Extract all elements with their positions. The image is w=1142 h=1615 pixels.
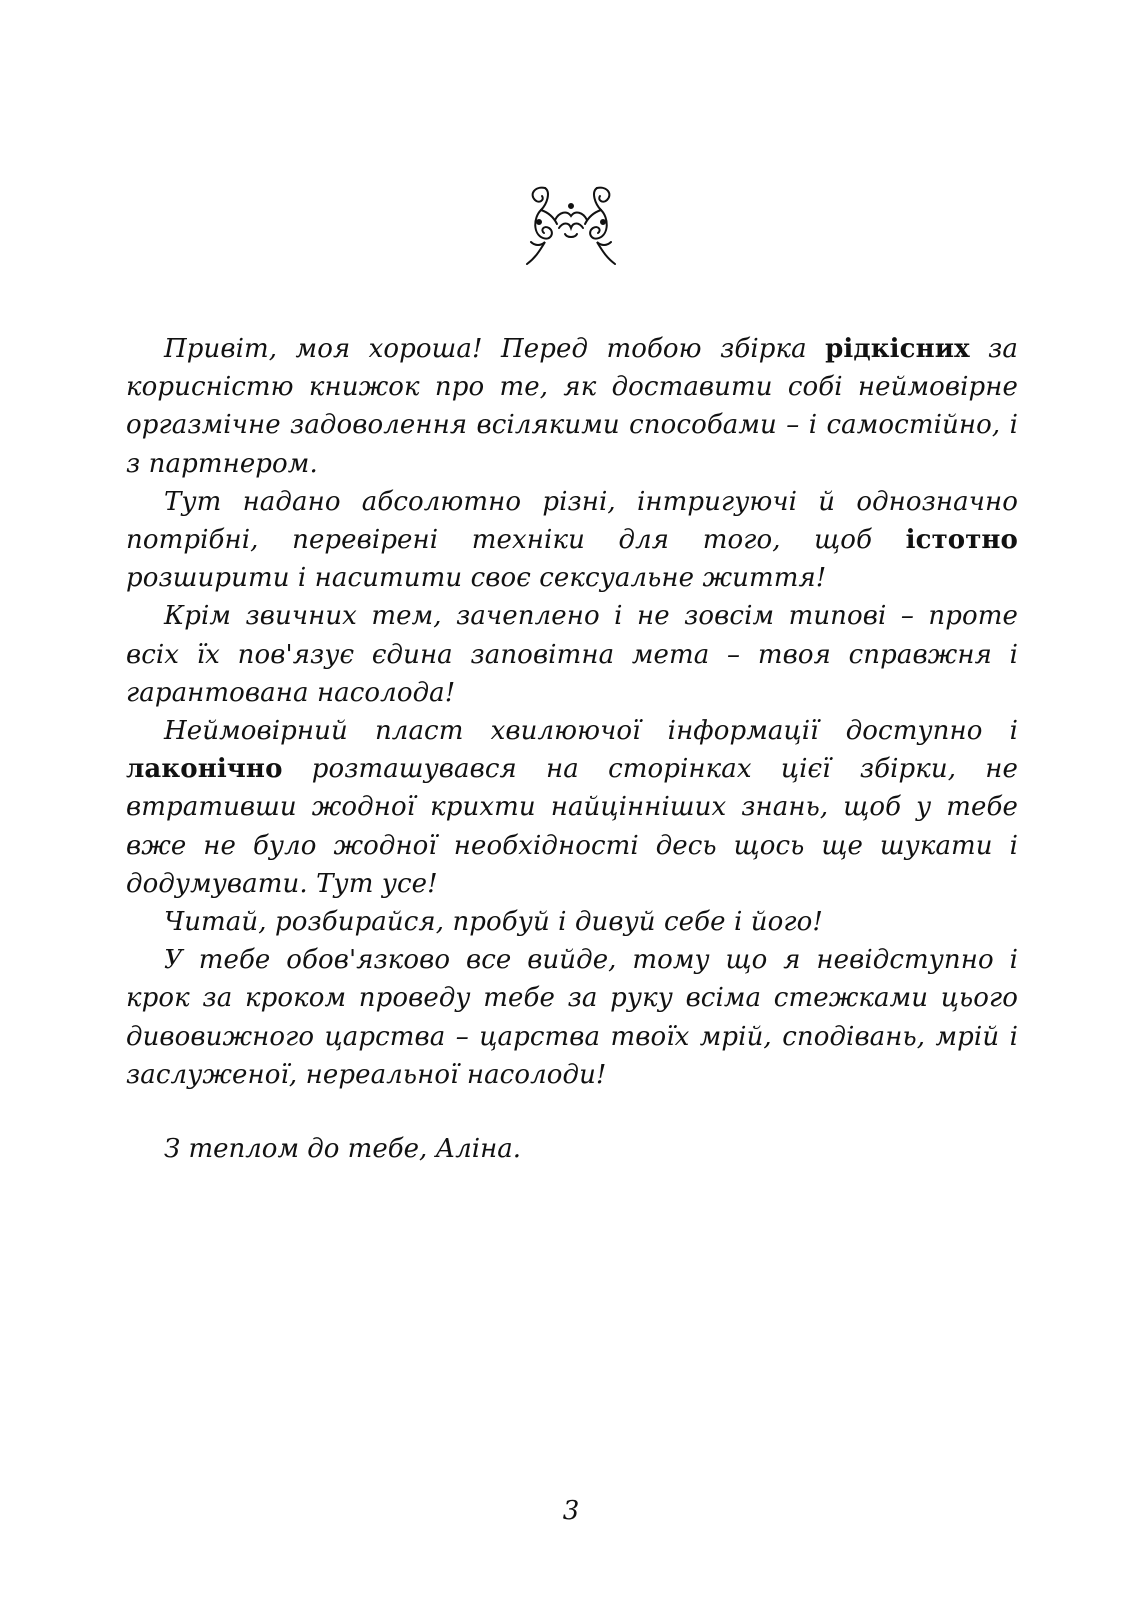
text-run: Крім звичних тем, зачеплено і не зовсім типові – проте всіх їх пов'язує єдина заповітна мета – твоя справжня і гарантована насолода!	[126, 601, 1018, 708]
emphasis-text: рідкісних	[825, 334, 970, 364]
flourish-ornament-icon	[525, 182, 617, 268]
paragraph	[126, 330, 1018, 483]
paragraph	[126, 941, 1018, 1094]
emphasis-text: істотно	[905, 525, 1018, 556]
text-run: Неймовірний пласт хвилюючої інформації доступно і	[164, 716, 1018, 747]
text-run: розташувався на сторінках цієї збірки, не втративши жодної крихти найцінніших знань, щоб у тебе вже не було жодної необхідності десь щось ще шукати і додумувати. Тут усе!	[126, 754, 1018, 899]
text-run: Читай, розбирайся, пробуй і дивуй себе і його!	[164, 907, 823, 938]
emphasis-text: лаконічно	[126, 754, 283, 785]
text-run: Привіт, моя хороша! Перед тобою збірка	[164, 334, 826, 364]
text-run: Тут надано абсолютно різні, інтригуючі й однозначно потрібні, перевірені техніки для того, щоб	[126, 486, 1018, 556]
signature: З теплом до тебе, Аліна.	[164, 1134, 521, 1164]
paragraph	[126, 903, 1018, 941]
paragraph	[126, 483, 1018, 598]
text-run: за корисністю книжок про те, як доставити собі неймовірне оргазмічне задоволення всілякими способами – і самостійно, і з партнером.	[126, 334, 1019, 479]
paragraph	[126, 597, 1018, 712]
body-text	[126, 330, 1018, 1094]
paragraph	[126, 712, 1018, 903]
text-run: розширити і наситити своє сексуальне життя!	[126, 563, 827, 594]
page-number: 3	[562, 1496, 580, 1526]
text-run: У тебе обов'язково все вийде, тому що я невідступно і крок за кроком проведу тебе за руку всіма стежками цього дивовижного царства – царства твоїх мрій, сподівань, мрій і заслуженої, нереальної насолоди!	[126, 945, 1018, 1090]
